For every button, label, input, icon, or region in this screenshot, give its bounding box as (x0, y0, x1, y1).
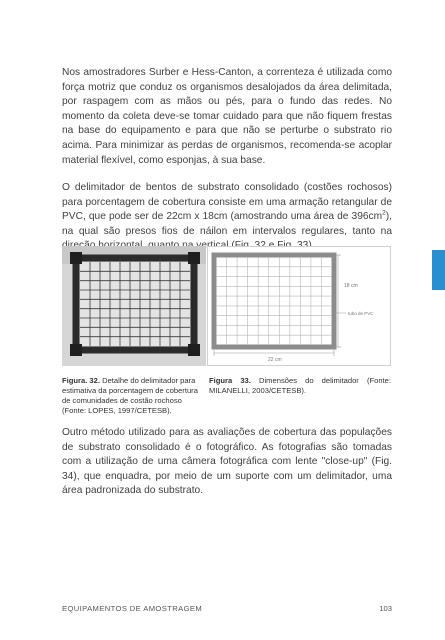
frame-joint-top-right (188, 252, 200, 264)
footer-section-title: EQUIPAMENTOS DE AMOSTRAGEM (62, 604, 203, 613)
figure-33-label: Figura 33. (209, 376, 251, 385)
frame-inner-area (80, 262, 190, 346)
figure-32-photo (62, 246, 206, 366)
delimiter-dimension-diagram (208, 247, 390, 365)
figure-33-caption-text: Dimensões do delimitador (Fonte: MILANELLI, 2003/CETESB). (209, 376, 391, 395)
tube-label: tubo de PVC (348, 311, 374, 316)
paragraph-delimiter-text-b: ), na qual são presos fios de náilon em intervalos regulares, tanto na (62, 211, 392, 237)
paragraph-delimiter (62, 181, 392, 254)
figure-33-caption (209, 376, 391, 396)
width-dimension-label: 22 cm (268, 357, 282, 363)
section-tab (432, 250, 445, 290)
figure-32-caption (62, 376, 202, 416)
frame-joint-bottom-right (188, 344, 200, 356)
figure-32-caption-text: Detalhe do delimitador para estimativa da porcentagem de cobertura de comunidades de costão rochoso (Fonte: LOPES, 1997/CETESB). (62, 376, 198, 415)
footer-page-number: 103 (379, 604, 392, 613)
figure-33-diagram (207, 246, 391, 366)
delimiter-photo-illustration (62, 246, 206, 366)
frame-joint-top-left (70, 252, 82, 264)
height-dimension-label: 18 cm (344, 283, 358, 289)
superscript-two: 2 (382, 209, 386, 217)
paragraph-delimiter-text-a: O delimitador de bentos de substrato consolidado (costões rochosos) para porcentagem de cobertura consiste em uma armação retangular de PVC, que pode ser de 22cm x 18cm (amostrando uma área de 396cm (62, 182, 392, 223)
paragraph-samplers: Nos amostradores Surber e Hess-Canton, a correnteza é utilizada como força motriz que conduz os organismos desalojados da área delimitada, por raspagem com as mãos ou pés, para o fundo das redes. No momento da coleta deve-se tomar cuidado para que não fiquem frestas na base do equipamento e para que não se perturbe o substrato rio acima. Para minimizar as perdas de organismos, recomenda-se acoplar material flexível, como esponjas, à sua base. (62, 67, 392, 166)
frame-joint-bottom-left (70, 344, 82, 356)
figure-32-label: Figura. 32. (62, 376, 100, 385)
paragraph-photographic-method: Outro método utilizado para as avaliações de cobertura das populações de substrato consolidado é o fotográfico. As fotografias são tomadas com a utilização de uma câmera fotográfica com lente "close-up" (Fig. 34), que enquadra, por meio de um suporte com um delimitador, uma área padronizada do substrato. (62, 427, 392, 497)
